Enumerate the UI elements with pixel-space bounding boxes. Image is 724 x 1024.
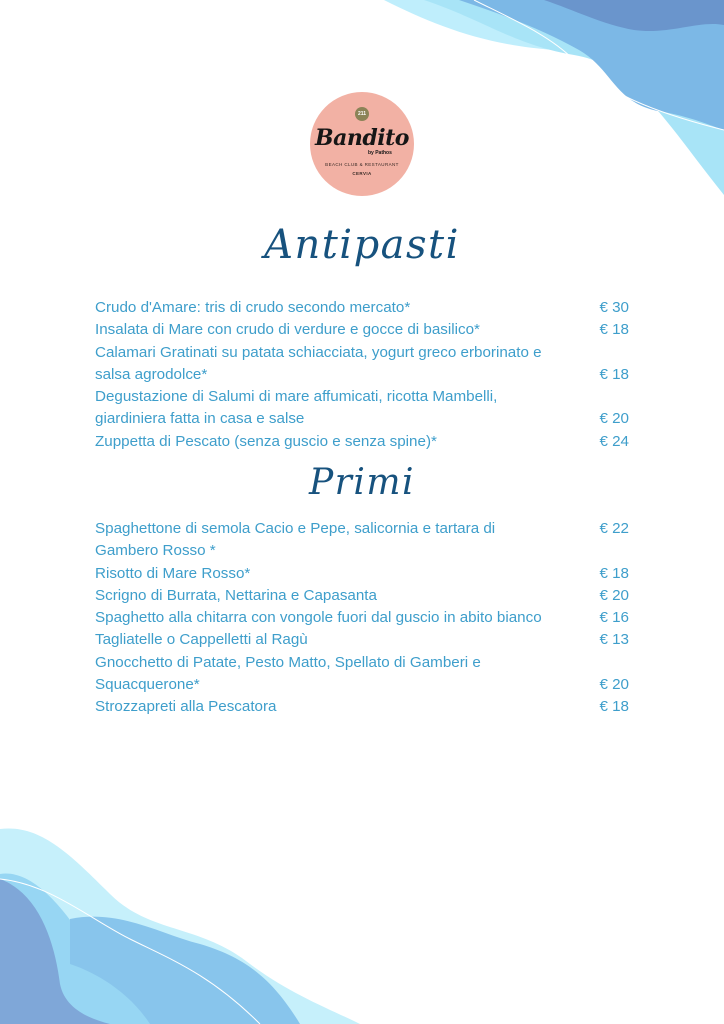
top-wave-decoration: [364, 0, 724, 200]
item-price: € 13: [599, 631, 629, 649]
item-name: Spaghetto alla chitarra con vongole fuori dal guscio in abito bianco: [95, 609, 542, 627]
menu-item: [95, 431, 629, 453]
menu-item: [95, 563, 629, 585]
logo-name: Bandito: [315, 125, 409, 151]
item-price: € 18: [599, 321, 629, 339]
menu-item: [95, 607, 629, 629]
item-price: € 20: [599, 676, 629, 694]
menu-item: [95, 585, 629, 607]
item-price: € 18: [599, 365, 629, 383]
item-name: Crudo d'Amare: tris di crudo secondo mercato*: [95, 299, 411, 316]
item-name: Gnocchetto di Patate, Pesto Matto, Spellato di Gamberi e Squacquerone*: [95, 653, 481, 694]
item-name: Zuppetta di Pescato (senza guscio e senza spine)*: [95, 432, 437, 450]
item-name: Risotto di Mare Rosso*: [95, 564, 251, 582]
item-price: € 18: [599, 698, 629, 716]
menu-item: [95, 629, 629, 651]
menu-item: [95, 696, 629, 718]
logo-city: CERVIA: [352, 171, 372, 176]
logo-badge: 211: [355, 107, 369, 121]
item-name: Tagliatelle o Cappelletti al Ragù: [95, 631, 308, 649]
menu-item: [95, 652, 629, 697]
menu-item: [95, 319, 629, 341]
menu-item: [95, 386, 629, 431]
restaurant-logo: [310, 92, 414, 196]
item-price: € 16: [599, 609, 629, 627]
logo-tagline: BEACH CLUB & RESTAURANT: [325, 162, 399, 167]
item-name: Strozzapreti alla Pescatora: [95, 698, 277, 716]
menu-item: [95, 518, 629, 563]
section-title-primi: Primi: [308, 462, 416, 503]
item-price: € 20: [599, 586, 629, 604]
menu-item: [95, 342, 629, 387]
logo-byline: by Pathos: [368, 150, 392, 156]
menu-item: [95, 297, 629, 319]
menu-list-antipasti: [95, 297, 629, 453]
item-price: € 20: [599, 410, 629, 428]
item-price: € 18: [599, 564, 629, 582]
item-name: Insalata di Mare con crudo di verdure e gocce di basilico*: [95, 321, 480, 339]
item-name: Scrigno di Burrata, Nettarina e Capasanta: [95, 586, 377, 604]
item-price: € 24: [599, 432, 629, 450]
bottom-wave-decoration: [0, 824, 380, 1024]
item-name: Calamari Gratinati su patata schiacciata, yogurt greco erborinato e salsa agrodolce*: [95, 343, 542, 383]
menu-list-primi: [95, 518, 629, 719]
item-price: € 30: [599, 299, 629, 316]
item-price: € 22: [599, 520, 629, 537]
item-name: Spaghettone di semola Cacio e Pepe, salicornia e tartara di Gambero Rosso *: [95, 520, 496, 560]
item-name: Degustazione di Salumi di mare affumicati, ricotta Mambelli, giardiniera fatta in casa e salse: [95, 388, 498, 428]
section-title-antipasti: Antipasti: [264, 222, 460, 268]
